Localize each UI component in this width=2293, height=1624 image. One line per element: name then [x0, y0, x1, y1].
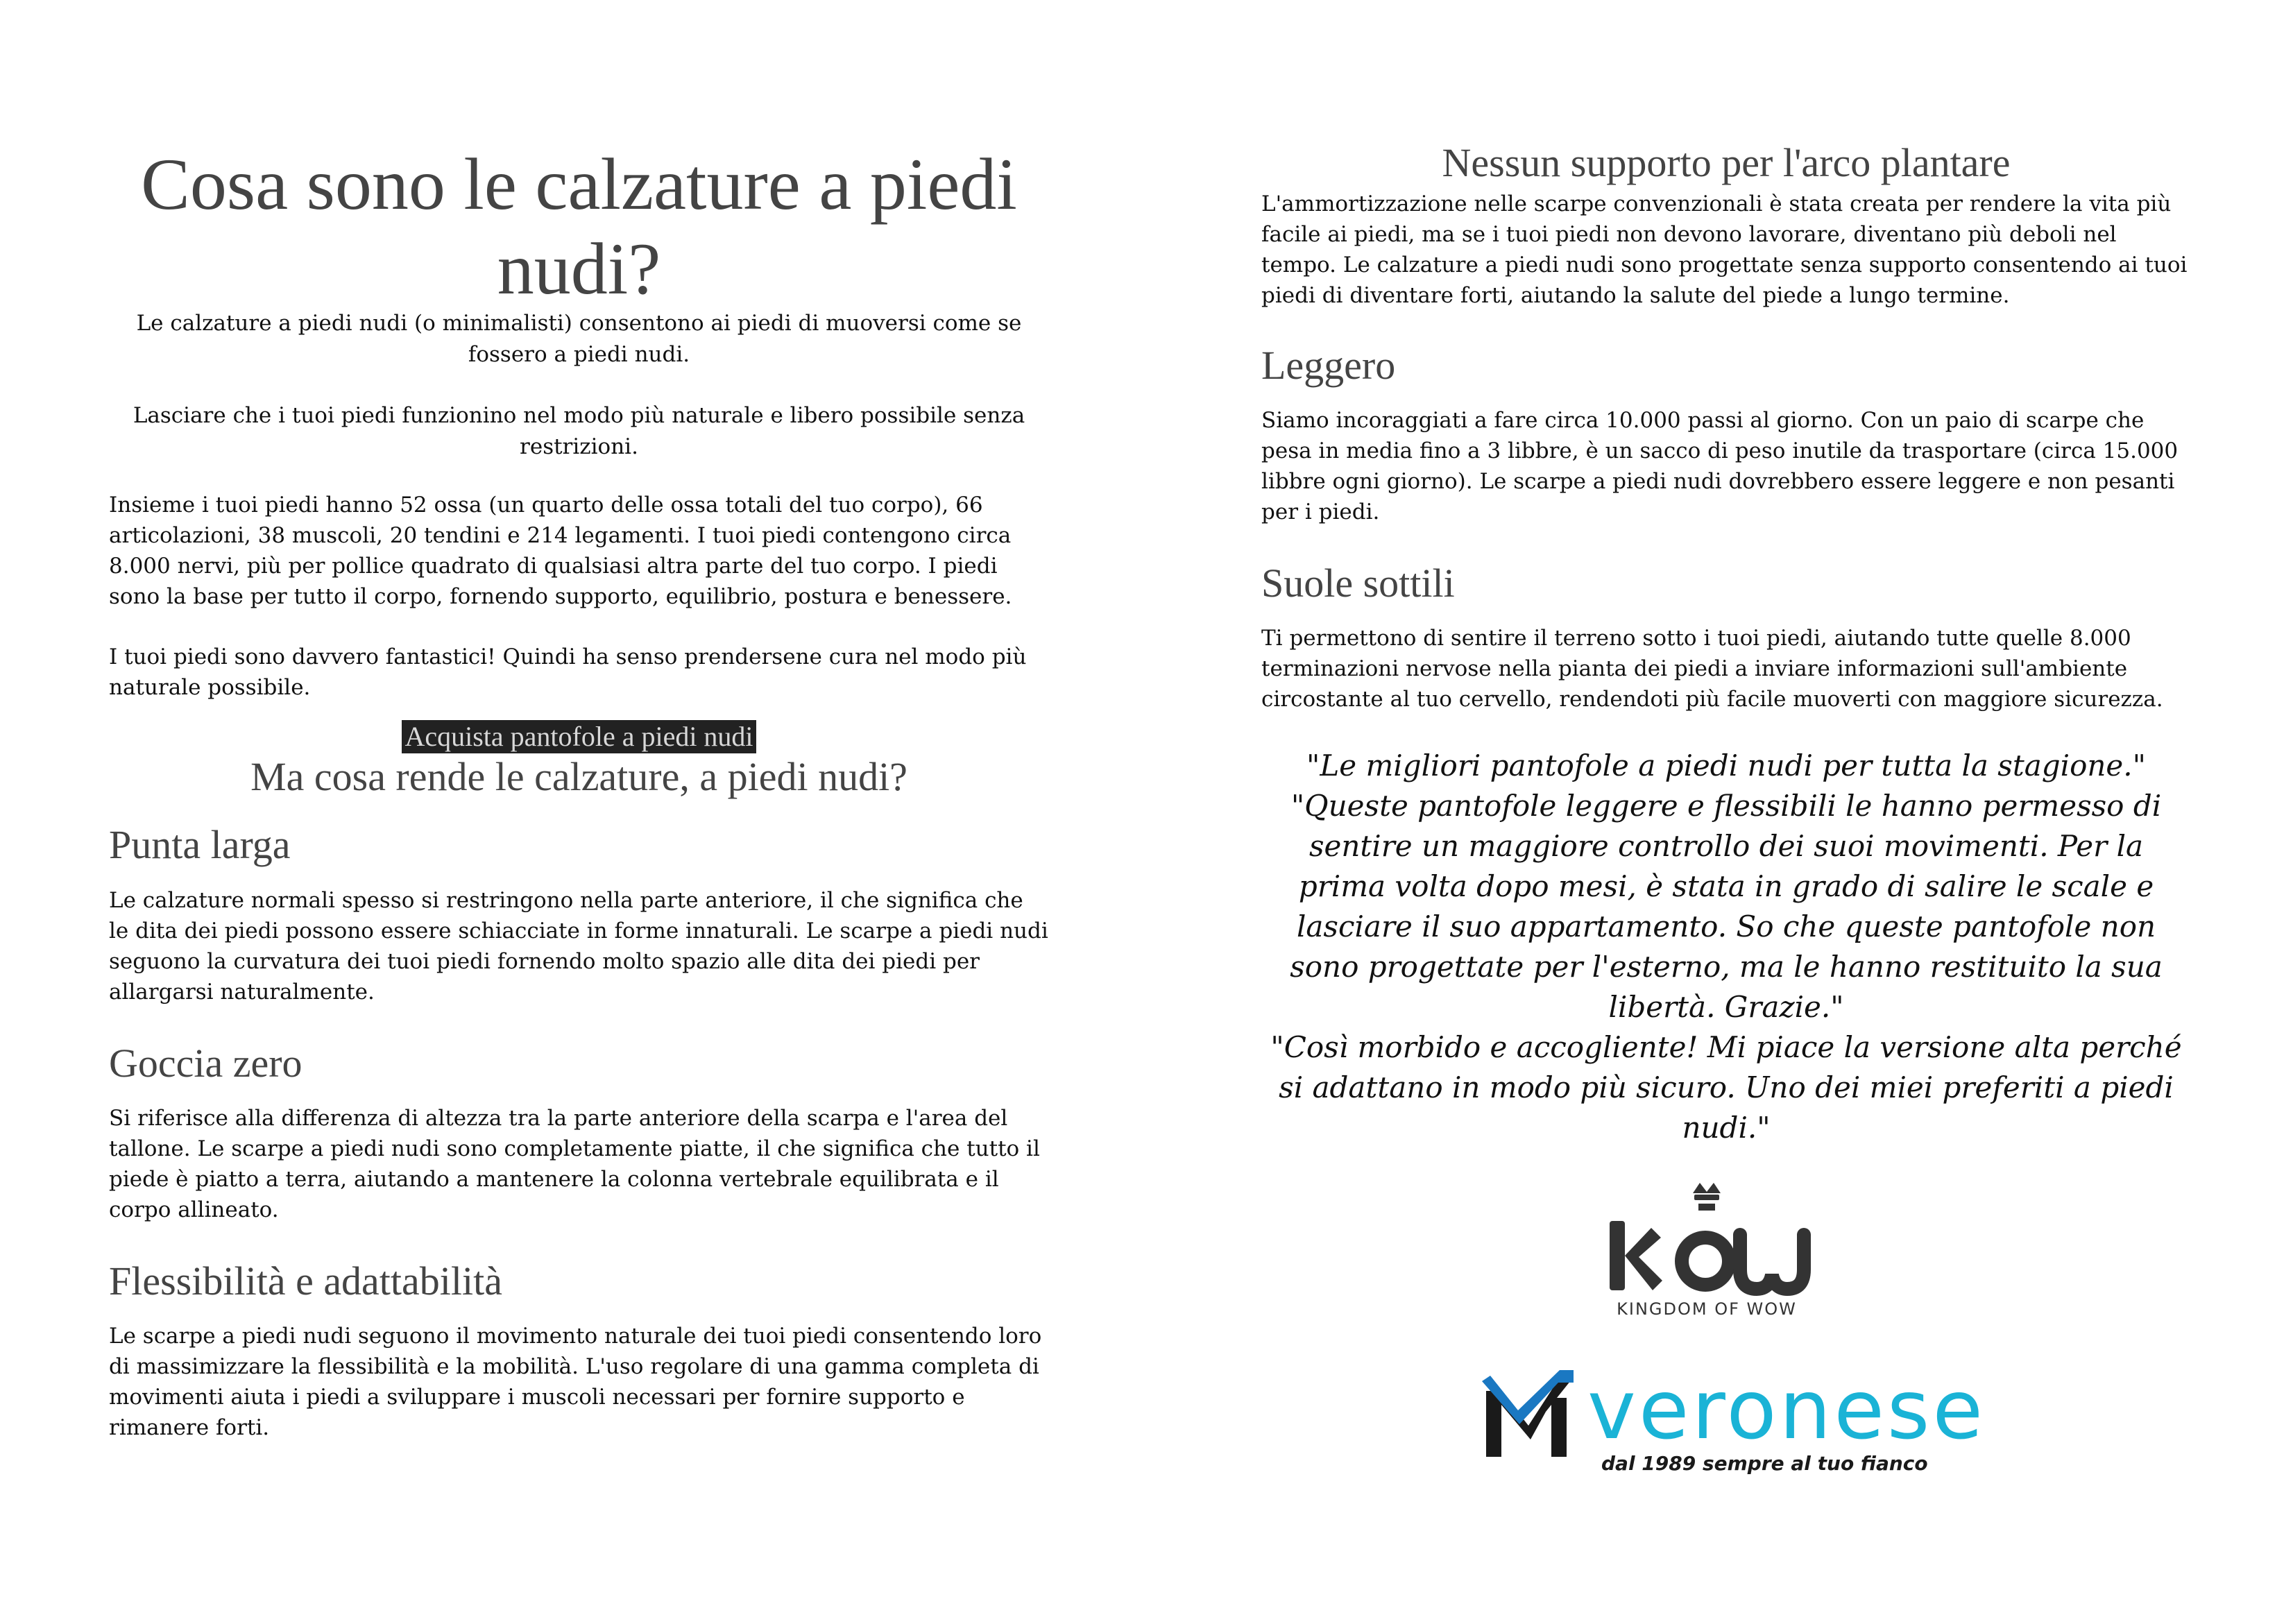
veronese-wordmark: veronese — [1587, 1362, 1986, 1458]
section-text-punta-larga: Le calzature normali spesso si restringono nella parte anteriore, il che significa che le dita dei piedi possono essere schiacciate in forme innaturali. Le scarpe a piedi nudi seguono la curvatura dei tuoi piedi fornendo molto spazio alle dita dei piedi per allargarsi naturalmente. — [109, 888, 1048, 1005]
subtitle: Ma cosa rende le calzature, a piedi nudi? — [250, 754, 907, 799]
section-heading-leggero: Leggero — [1261, 343, 1396, 388]
veronese-m-icon — [1476, 1370, 1580, 1460]
kow-logo — [1603, 1179, 1811, 1318]
kow-crown-icon — [1603, 1179, 1811, 1301]
section-text-flessibilita: Le scarpe a piedi nudi seguono il movimento naturale dei tuoi piedi consentendo loro di massimizzare la flessibilità e la mobilità. L'uso regolare di una gamma completa di movimenti aiuta i piedi a sviluppare i muscoli necessari per fornire supporto e rimanere forti. — [109, 1324, 1042, 1440]
buy-link-wrapper — [109, 720, 1049, 753]
section-heading-suole-sottili: Suole sottili — [1261, 561, 1455, 606]
testimonial-quote: "Le migliori pantofole a piedi nudi per tutta la stagione." — [1306, 749, 2146, 783]
testimonial-quote: "Queste pantofole leggere e flessibili le hanno permesso di sentire un maggiore controllo dei suoi movimenti. Per la prima volta dopo mesi, è stata in grado di salire le scale e lasciare il suo appartamento. So che queste pantofole non sono progettate per l'esterno, ma le hanno restituito la sua libertà. Grazie." — [1290, 789, 2163, 1024]
kow-label: KINGDOM OF WOW — [1617, 1299, 1797, 1319]
section-heading-punta-larga: Punta larga — [109, 822, 291, 867]
body-paragraph-2: I tuoi piedi sono davvero fantastici! Quindi ha senso prendersene cura nel modo più naturale possibile. — [109, 644, 1027, 700]
section-text-suole-sottili: Ti permettono di sentire il terreno sotto i tuoi piedi, aiutando tutte quelle 8.000 terminazioni nervose nella pianta dei piedi a inviare informazioni sull'ambiente circostante al tuo cervello, rendendoti più facile muoverti con maggiore sicurezza. — [1261, 626, 2163, 712]
section-text-leggero: Siamo incoraggiati a fare circa 10.000 passi al giorno. Con un paio di scarpe che pesa in media fino a 3 libbre, è un sacco di peso inutile da trasportare (circa 15.000 libbre ogni giorno). Le scarpe a piedi nudi dovrebbero essere leggere e non pesanti per i piedi. — [1261, 408, 2179, 524]
intro-paragraph-2: Lasciare che i tuoi piedi funzionino nel modo più naturale e libero possibile senza restrizioni. — [133, 403, 1025, 459]
page-title: Cosa sono le calzature a piedi nudi? — [141, 144, 1017, 309]
testimonial-quote: "Così morbido e accogliente! Mi piace la versione alta perché si adattano in modo più sicuro. Uno dei miei preferiti a piedi nudi." — [1270, 1030, 2182, 1145]
section-text-goccia-zero: Si riferisce alla differenza di altezza tra la parte anteriore della scarpa e l'area del tallone. Le scarpe a piedi nudi sono completamente piatte, il che significa che tutto il piede è piatto a terra, aiutando a mantenere la colonna vertebrale equilibrata e il corpo allineato. — [109, 1106, 1040, 1222]
section-heading-flessibilita: Flessibilità e adattabilità — [109, 1258, 502, 1304]
intro-paragraph-1: Le calzature a piedi nudi (o minimalisti) consentono ai piedi di muoversi come se fossero a piedi nudi. — [136, 311, 1022, 367]
section-heading-goccia-zero: Goccia zero — [109, 1041, 302, 1086]
arch-text: L'ammortizzazione nelle scarpe convenzionali è stata creata per rendere la vita più facile ai piedi, ma se i tuoi piedi non devono lavorare, diventano più deboli nel tempo. Le calzature a piedi nudi sono progettate senza supporto consentendo ai tuoi piedi di diventare forti, aiutando la salute del piede a lungo termine. — [1261, 191, 2188, 308]
body-paragraph-1: Insieme i tuoi piedi hanno 52 ossa (un quarto delle ossa totali del tuo corpo), 66 articolazioni, 38 muscoli, 20 tendini e 214 legamenti. I tuoi piedi contengono circa 8.000 nervi, più per pollice quadrato di qualsiasi altra parte del tuo corpo. I piedi sono la base per tutto il corpo, fornendo supporto, equilibrio, postura e benessere. — [109, 493, 1012, 609]
veronese-logo — [1476, 1362, 2004, 1488]
testimonials — [1261, 746, 2191, 1148]
buy-slippers-link[interactable]: Acquista pantofole a piedi nudi — [402, 720, 756, 753]
veronese-tagline: dal 1989 sempre al tuo fianco — [1601, 1452, 1928, 1475]
arch-heading: Nessun supporto per l'arco plantare — [1442, 140, 2011, 185]
